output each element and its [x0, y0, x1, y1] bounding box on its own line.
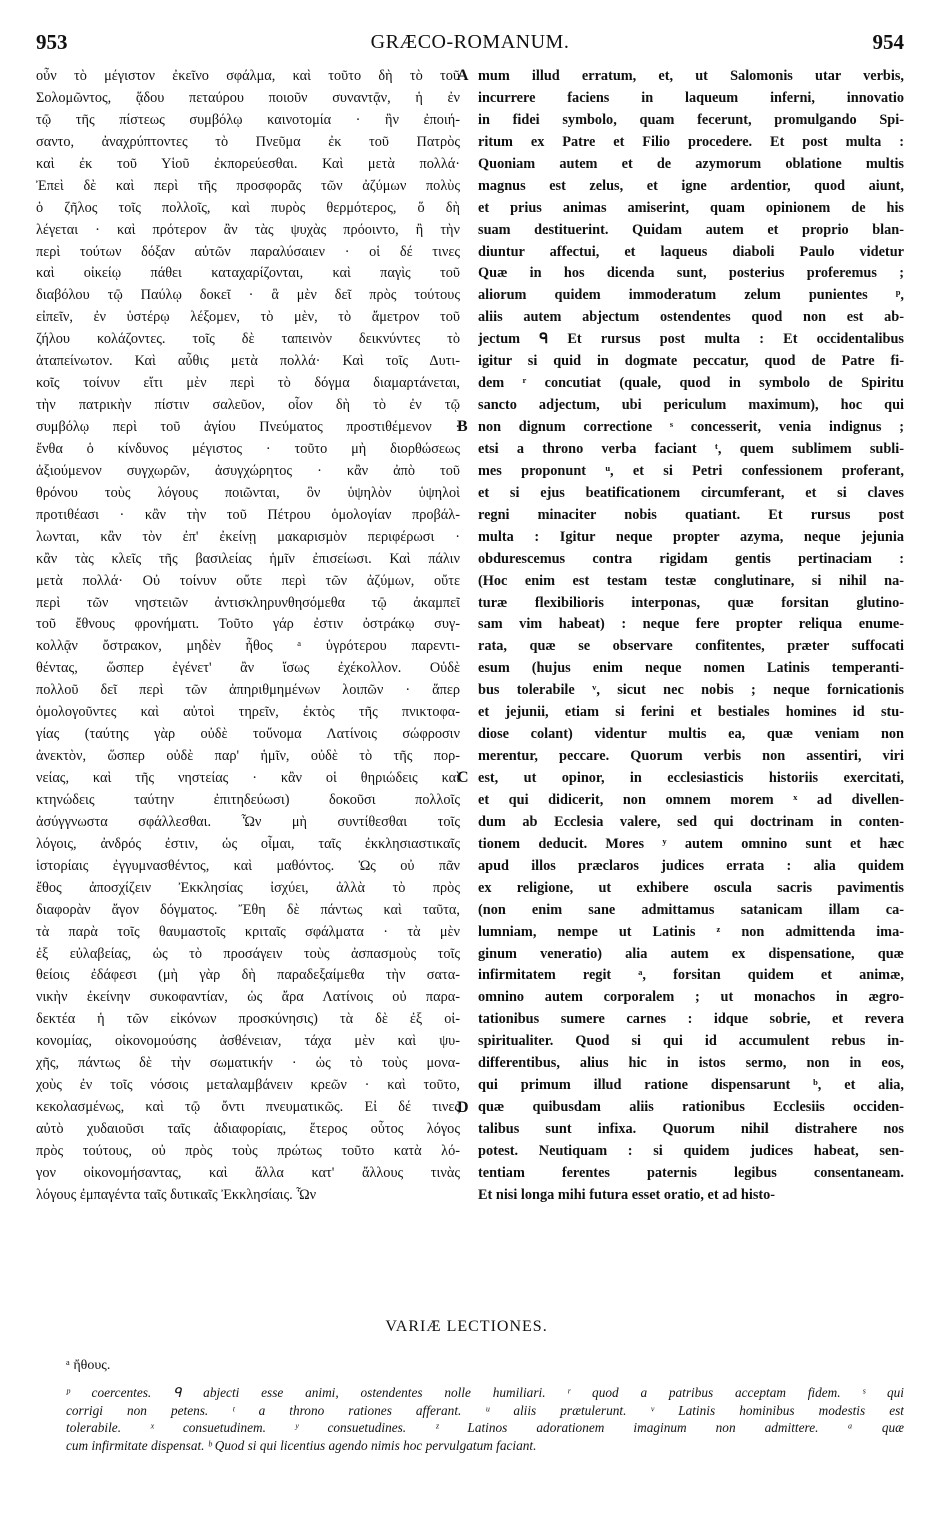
latin-text-line: obdurescemus contra rigidam gentis pertinaciam : [478, 550, 904, 567]
latin-text-line: esum (hujus enim neque nomen Latinis temperanti- [478, 660, 904, 677]
latin-text-line: infirmitatem regit ᵃ, forsitan quidem et animæ, [478, 967, 904, 984]
latin-text-line: Quoniam autem et de azymorum oblatione multis [478, 155, 904, 172]
latin-text-line: in fidei symbolo, quam fecerunt, promulgando Spi- [478, 111, 904, 128]
latin-text-line: suam destituerint. Quidam autem et proprio blan- [478, 221, 904, 238]
latin-text-line: sancto adjectum, ubi periculum maximum), hoc qui [478, 397, 904, 414]
greek-text-line: ὁμολογοῦντες καὶ αὐτοὶ τηρεῖν, ἐκτὸς τῆς πνικτοφα- [36, 704, 460, 721]
latin-footnotes [66, 1384, 904, 1454]
greek-text-line: Σολομῶντος, ᾅδου πεταύρου ποιοῦν συναντᾷν, ἡ ἐν [36, 89, 460, 106]
greek-text-line: σαντο, ἀναχρύπτοντες τὸ Πνεῦμα ἐκ τοῦ Πατρὸς [36, 133, 460, 150]
greek-text-line: κονομίας, οἰκονομούσης ἀσθένειαν, τάχα μὲν καὶ ψυ- [36, 1033, 460, 1050]
latin-text-line: spiritualiter. Quod si qui id accumulent rebus in- [478, 1033, 904, 1050]
greek-text-line: ἐξ εὐλαβείας, ὡς τὸ προσάγειν τοὺς ἀσπασμοὺς τοῖς [36, 945, 460, 962]
latin-text-line: rata, quæ se observare confitentes, præter suffocati [478, 638, 904, 655]
greek-text-line: θέντας, ὥσπερ ἐγένετ' ἂν ἴσως ἐχέκολλον. Οὐδὲ [36, 660, 460, 677]
greek-text-line: χοὺς ἐν τοῖς νόσοις μεταλαμβάνειν κρεῶν · καὶ τοῦτο, [36, 1077, 460, 1094]
latin-text-line: etsi a throno verba faciant ᵗ, quem sublimem subli- [478, 440, 904, 457]
greek-text-line: οὖν τὸ μέγιστον ἐκεῖνο σφάλμα, καὶ τοῦτο δὴ τὸ τοῦ [36, 68, 460, 84]
greek-text-line: κολλᾷν ὄστρακον, μηδὲν ἦθος ᵃ ὑγρότερου παρεντι- [36, 638, 460, 655]
margin-letter-d: D [457, 1099, 469, 1116]
page-number-left: 953 [36, 30, 68, 54]
greek-text-line: κτηνώδεις ταύτην ἐπιτηδεύωσι) δοκοῦσι πολλοῖς [36, 791, 460, 808]
latin-text-line: tentiam ferentes paternis legibus consentaneam. [478, 1164, 904, 1181]
greek-text-line: διαφορὰν ἄγον δόγματος. Ἔθη δὲ πάντως καὶ ταῦτα, [36, 901, 460, 918]
greek-text-column [36, 66, 460, 1207]
greek-text-line: Ἐπεὶ δὲ καὶ περὶ τῆς προσφορᾶς τῶν ἀζύμων πολὺς [36, 177, 460, 194]
greek-text-line: θείοις ἐδάφεσι (μὴ γὰρ δὴ παραδεξαίμεθα τὴν σατα- [36, 967, 460, 984]
footnote-line: cum infirmitate dispensat. ᵇ Quod si qui licentius agendo nimis hoc pervulgatum faciant. [66, 1437, 537, 1453]
footnote-line: ᵖ coercentes. ᑫ abjecti esse animi, ostendentes nolle humiliari. ʳ quod a patribus acceptam fidem. ˢ qui [66, 1385, 904, 1400]
latin-text-line: jectum ᑫ Et rursus post multa : Et occidentalibus [478, 331, 904, 348]
greek-text-line: τοῦ ἔθνους φρονήματι. Τοῦτο γάρ ἐστιν ὀστράκῳ συγ- [36, 616, 460, 633]
latin-text-line: et qui didicerit, non omnem morem ˣ ad divellen- [478, 791, 904, 808]
latin-text-line: (non enim sane admittamus satanicam illam ca- [478, 901, 904, 918]
greek-text-line: θρόνου τοὺς λόγους ποιῶνται, ὃν ὑψηλὸν ὑψηλοὶ [36, 484, 460, 501]
greek-text-line: κἂν τὰς κλεῖς τῆς βασιλείας ἡμῖν ἐπισείωσι. Καὶ πάλιν [36, 550, 460, 567]
greek-text-line: περὶ τούτων δόξαν αὐτῶν παραλύσαιεν · οἱ δέ τινες [36, 243, 460, 260]
latin-text-line: (Hoc enim est testam testæ conglutinare, si nihil na- [478, 572, 904, 589]
latin-text-line: turæ flexibilioris interponas, quæ forsitan glutino- [478, 594, 904, 611]
greek-text-line: νείας, καὶ τῆς νηστείας · κἂν οἱ θηριώδεις καὶ [36, 770, 460, 786]
greek-text-line: πολλοῦ δεῖ περὶ τῶν ἀπηριθμημένων λοιπῶν · ἅπερ [36, 682, 460, 699]
greek-footnote: ᵃ ἤθους. [66, 1358, 111, 1373]
greek-text-line: διαβόλου τῷ Παύλῳ δοκεῖ · ἃ μὲν δεῖ πρὸς τούτους [36, 287, 460, 304]
latin-text-line: tationibus sumere carnes : idque sobrie, et revera [478, 1011, 904, 1028]
greek-text-line: ἀσύγγνωστα σφάλλεσθαι. Ὧν μὴ συντίθεσθαι τοῖς [36, 813, 460, 830]
greek-text-line: κοῖς τοίνυν εἴτι μὲν περὶ τὸ δόγμα διαμαρτάνεται, [36, 375, 460, 392]
latin-text-line: tionem deducit. Mores ʸ autem omnino sunt et hæc [478, 835, 904, 852]
greek-text-line: ἔθος ἀποσχίζειν Ἐκκλησίας ἰσχύει, ἀλλὰ τὸ πρὸς [36, 879, 460, 896]
latin-text-line: incurrere faciens in laqueum inferni, innovatio [478, 89, 904, 106]
greek-text-line: καὶ οἰκείῳ πάθει καταχαρίζονται, καὶ παγὶς τοῦ [36, 265, 460, 282]
latin-text-line: talibus sunt infixa. Quorum nihil distrahere nos [478, 1121, 904, 1137]
latin-text-line: bus tolerabile ᵛ, sicut nec nobis ; neque fornicationis [478, 682, 904, 699]
footnote-line: corrigi non petens. ᵗ a throno rationes afferant. ᵘ aliis prætulerunt. ᵛ Latinis hominibus modestis est [66, 1402, 904, 1418]
footnote-line: tolerabile. ˣ consuetudinem. ʸ consuetudines. ᶻ Latinos adorationem imaginum non admittere. ᵃ quæ [66, 1420, 904, 1435]
latin-text-line: sam vim habeat) : neque fere propter reliqua enume- [478, 616, 904, 633]
latin-text-line: quæ quibusdam aliis rationibus Ecclesiis occiden- [478, 1099, 904, 1116]
greek-text-line: κεκολασμένως, καὶ τῷ ὄντι πνευματικῶς. Εἰ δέ τινες [36, 1099, 460, 1116]
greek-text-line: καὶ ἐκ τοῦ Υἱοῦ ἐκπορεύεσθαι. Καὶ μετὰ πολλά· [36, 155, 460, 172]
latin-text-line: magnus est zelus, et igne ardentior, quod aiunt, [478, 177, 904, 194]
latin-text-line: regni minaciter nobis quatiant. Et rursus post [478, 506, 904, 523]
greek-text-line: μετὰ πολλά· Οὐ τοίνυν οὔτε περὶ τῶν ἀζύμων, οὔτε [36, 572, 460, 589]
greek-text-line: ἔνθα ὁ κίνδυνος μέγιστος · τοῦτο μὴ διορθώσεως [36, 440, 460, 457]
greek-text-line: λόγους ἐμπαγέντα ταῖς δυτικαῖς Ἐκκλησίαις. Ὧν [36, 1186, 317, 1203]
latin-text-line: aliis autem abjectum ostendentes quod non est ab- [478, 309, 904, 326]
latin-text-line: apud illos præclaros judices errata : alia quidem [478, 857, 904, 874]
latin-text-line: diose colant) videntur multis ea, quæ veniam non [478, 726, 904, 743]
variae-lectiones-heading: VARIÆ LECTIONES. [385, 1318, 548, 1335]
latin-text-line: igitur si quid in dogmate peccatur, quod de Patre fi- [478, 353, 904, 370]
latin-text-line: lumniam, nempe ut Latinis ᶻ non admittenda ima- [478, 923, 904, 940]
greek-text-line: δεκτέα ἡ τῶν εἰκόνων προσκύνησις) τὰ δὲ ἐξ οἰ- [36, 1011, 460, 1028]
page-number-right: 954 [872, 30, 904, 54]
greek-text-line: περὶ τῶν νηστειῶν ἀντισκληρυνθησόμεθα τῷ ἀκαμπεῖ [36, 594, 460, 611]
latin-text-line: multa : Igitur neque propter azyma, neque jejunia [478, 528, 904, 545]
greek-text-line: τὰ παρὰ τοῖς θαυμαστοῖς κριταῖς σφάλματα · τὰ μὲν [36, 923, 460, 940]
greek-text-line: ἀξιούμενον συγχωρῶν, ἀσυγχώρητος · κἂν ἀπὸ τοῦ [36, 462, 460, 479]
running-header [36, 30, 904, 60]
latin-text-line: qui primum illud ratione dispensarunt ᵇ, et alia, [478, 1077, 904, 1094]
greek-text-line: γίας (ταύτης γὰρ οὐδὲ τοὔνομα Λατίνοις σώφροσιν [36, 726, 460, 743]
latin-text-line: ritum ex Patre et Filio procedere. Et post multa : [478, 133, 904, 150]
latin-text-line: dem ʳ concutiat (quale, quod in symbolo de Spiritu [478, 375, 904, 392]
margin-letter-b: B [457, 418, 468, 435]
latin-text-line: differentibus, alius hic in istos sermo, non in eos, [478, 1055, 904, 1072]
greek-text-line: λόγοις, ἀνδρός ἐστιν, ὡς οἶμαι, ταῖς ἐκκλησιαστικαῖς [36, 835, 460, 852]
greek-text-line: συμβόλῳ περὶ τοῦ ἁγίου Πνεύματος προστιθέμενον · [36, 419, 460, 435]
greek-text-line: προτιθέασι · κἂν τὴν τοῦ Πέτρου ὁμολογίαν προβάλ- [36, 506, 460, 523]
latin-text-column [478, 66, 904, 1207]
greek-text-line: ἱστορίαις ἐγγυμνασθέντος, καὶ μαθόντος. Ὡς οὐ πᾶν [36, 857, 460, 874]
latin-text-line: Et nisi longa mihi futura esset oratio, et ad histo- [478, 1186, 776, 1203]
latin-text-line: merentur, peccare. Quorum verbis non assentiri, viri [478, 748, 904, 765]
greek-text-line: πρὸς τούτους, οὐ πρὸς τοὺς πρώτως τοῦτο κατὰ λό- [36, 1142, 460, 1159]
greek-text-line: γον οἰκονομήσαντας, καὶ ἄλλα κατ' ἄλλους τινὰς [36, 1164, 460, 1181]
greek-text-line: ὁ ζῆλος τοῖς πολλοῖς, καὶ πυρὸς θερμότερος, ὅ δὴ [36, 199, 460, 216]
greek-text-line: ἀνεκτὸν, ὥσπερ οὐδὲ παρ' ἡμῖν, οὐδὲ τὸ τῆς πορ- [36, 748, 460, 765]
margin-letter-c: C [457, 769, 469, 786]
greek-text-line: τὴν πατρικὴν πίστιν σαλεῦον, οἷον δὴ τὸ ἐν τῷ [36, 397, 460, 414]
margin-letter-a: A [457, 67, 469, 84]
latin-text-line: et jejunii, etiam si ferini et bestiales homines id stu- [478, 704, 904, 721]
latin-text-line: potest. Neutiquam : si quidem judices habeat, sen- [478, 1142, 904, 1159]
latin-text-line: omnino autem corporalem ; ut monachos in ægro- [478, 989, 904, 1006]
latin-text-line: Quæ in hos dicenda sunt, posterius proferemus ; [478, 265, 904, 282]
latin-text-line: et prius animas amiserint, quam opinionem de his [478, 199, 904, 216]
latin-text-line: ex religione, ut exhibere oscula sacris pavimentis [478, 879, 904, 896]
latin-text-line: et si ejus beatificationem circumferant, et si claves [478, 484, 904, 501]
latin-text-line: ginum veneratio) alia autem ex dispensatione, quæ [478, 945, 904, 962]
latin-text-line: mes proponunt ᵘ, et si Petri confessionem proferant, [478, 462, 904, 479]
running-title: GRÆCO-ROMANUM. [370, 31, 570, 53]
greek-text-line: λωνται, κἂν τὸν ἐπ' ἐκείνῃ μακαρισμὸν περιφέρωσι · [36, 528, 460, 545]
latin-text-line: aliorum quidem immoderatum zelum punientes ᵖ, [478, 287, 904, 304]
greek-text-line: χῆς, πάντως δὲ τὴν σωματικήν · ὡς τὸ τοὺς μονα- [36, 1055, 460, 1072]
greek-text-line: ζήλου κολάζοντες. τοῖς δὲ ταπεινὸν δεικνύντες τὸ [36, 331, 460, 348]
latin-text-line: dum ab Ecclesia valere, sed qui doctrinam in conten- [478, 813, 904, 830]
greek-text-line: αὐτὸ χυδαιοῦσι ταῖς ἀδιαφορίαις, ἕτερος οὗτος λόγος [36, 1121, 460, 1137]
greek-text-line: τῷ τῆς πίστεως συμβόλῳ καινοτομία · ἣν ἐποιή- [36, 111, 460, 128]
latin-text-line: mum illud erratum, et, ut Salomonis utar verbis, [478, 68, 904, 84]
greek-text-line: νικὴν ἐκείνην συκοφαντίαν, ὡς ἄρα Λατίνοις οὐ παρα- [36, 989, 460, 1006]
greek-text-line: λέγεται · καὶ πρότερον ἂν τὰς ψυχὰς πρόοιντο, ἢ τὴν [36, 221, 460, 238]
latin-text-line: non dignum correctione ˢ concesserit, venia indignus ; [478, 419, 904, 435]
latin-text-line: diuntur affectui, et laqueus diaboli Paulo videtur [478, 243, 904, 260]
greek-text-line: εἰπεῖν, ἐν ὑστέρῳ λέξομεν, τὸ μὲν, τὸ ἄμετρον τοῦ [36, 309, 460, 326]
latin-text-line: est, ut opinor, in ecclesiasticis historiis exercitati, [478, 770, 904, 786]
greek-text-line: ἀταπείνωτον. Καὶ αὖθις μετὰ πολλά· Καὶ τοῖς Δυτι- [36, 353, 460, 370]
